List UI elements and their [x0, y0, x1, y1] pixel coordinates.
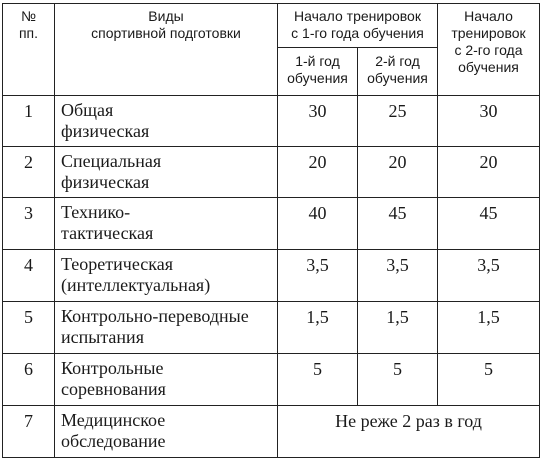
- row-kind: Теоретическая (интеллектуальная): [55, 250, 278, 302]
- value-start2: 1,5: [438, 302, 540, 354]
- header-kinds: Виды спортивной подготовки: [55, 4, 278, 96]
- row-kind: Контрольные соревнования: [55, 354, 278, 406]
- value-year2: 45: [358, 198, 438, 250]
- header-start-year2: Начало тренировок с 2-го года обучения: [438, 4, 540, 96]
- table-row: [3, 354, 540, 406]
- table-row: [3, 96, 540, 147]
- subheader-year2: 2-й год обучения: [358, 48, 438, 96]
- row-kind: Контрольно-переводные испытания: [55, 302, 278, 354]
- value-year2: 1,5: [358, 302, 438, 354]
- row-kind: Технико- тактическая: [55, 198, 278, 250]
- value-year2: 3,5: [358, 250, 438, 302]
- row-number: 4: [3, 250, 55, 302]
- value-start2: 20: [438, 147, 540, 198]
- value-year1: 1,5: [278, 302, 358, 354]
- header-start-year1: Начало тренировок с 1-го года обучения: [278, 4, 438, 48]
- header-number: № пп.: [3, 4, 55, 96]
- row-number: 6: [3, 354, 55, 406]
- value-start2: 30: [438, 96, 540, 147]
- value-year1: 40: [278, 198, 358, 250]
- row-number: 1: [3, 96, 55, 147]
- value-year1: 30: [278, 96, 358, 147]
- table-row: [3, 147, 540, 198]
- subheader-year1: 1-й год обучения: [278, 48, 358, 96]
- value-year1: 5: [278, 354, 358, 406]
- table-row: [3, 198, 540, 250]
- table-row: [3, 302, 540, 354]
- medical-frequency: Не реже 2 раз в год: [278, 406, 540, 458]
- value-year1: 20: [278, 147, 358, 198]
- row-kind: Общая физическая: [55, 96, 278, 147]
- table-row: [3, 250, 540, 302]
- value-start2: 45: [438, 198, 540, 250]
- row-number: 7: [3, 406, 55, 458]
- training-distribution-table: [2, 3, 540, 458]
- value-year1: 3,5: [278, 250, 358, 302]
- row-number: 5: [3, 302, 55, 354]
- row-kind: Специальная физическая: [55, 147, 278, 198]
- row-number: 2: [3, 147, 55, 198]
- row-kind: Медицинское обследование: [55, 406, 278, 458]
- value-year2: 20: [358, 147, 438, 198]
- value-start2: 3,5: [438, 250, 540, 302]
- value-year2: 5: [358, 354, 438, 406]
- row-number: 3: [3, 198, 55, 250]
- table-row: [3, 406, 540, 458]
- header-row: [3, 4, 540, 48]
- value-start2: 5: [438, 354, 540, 406]
- value-year2: 25: [358, 96, 438, 147]
